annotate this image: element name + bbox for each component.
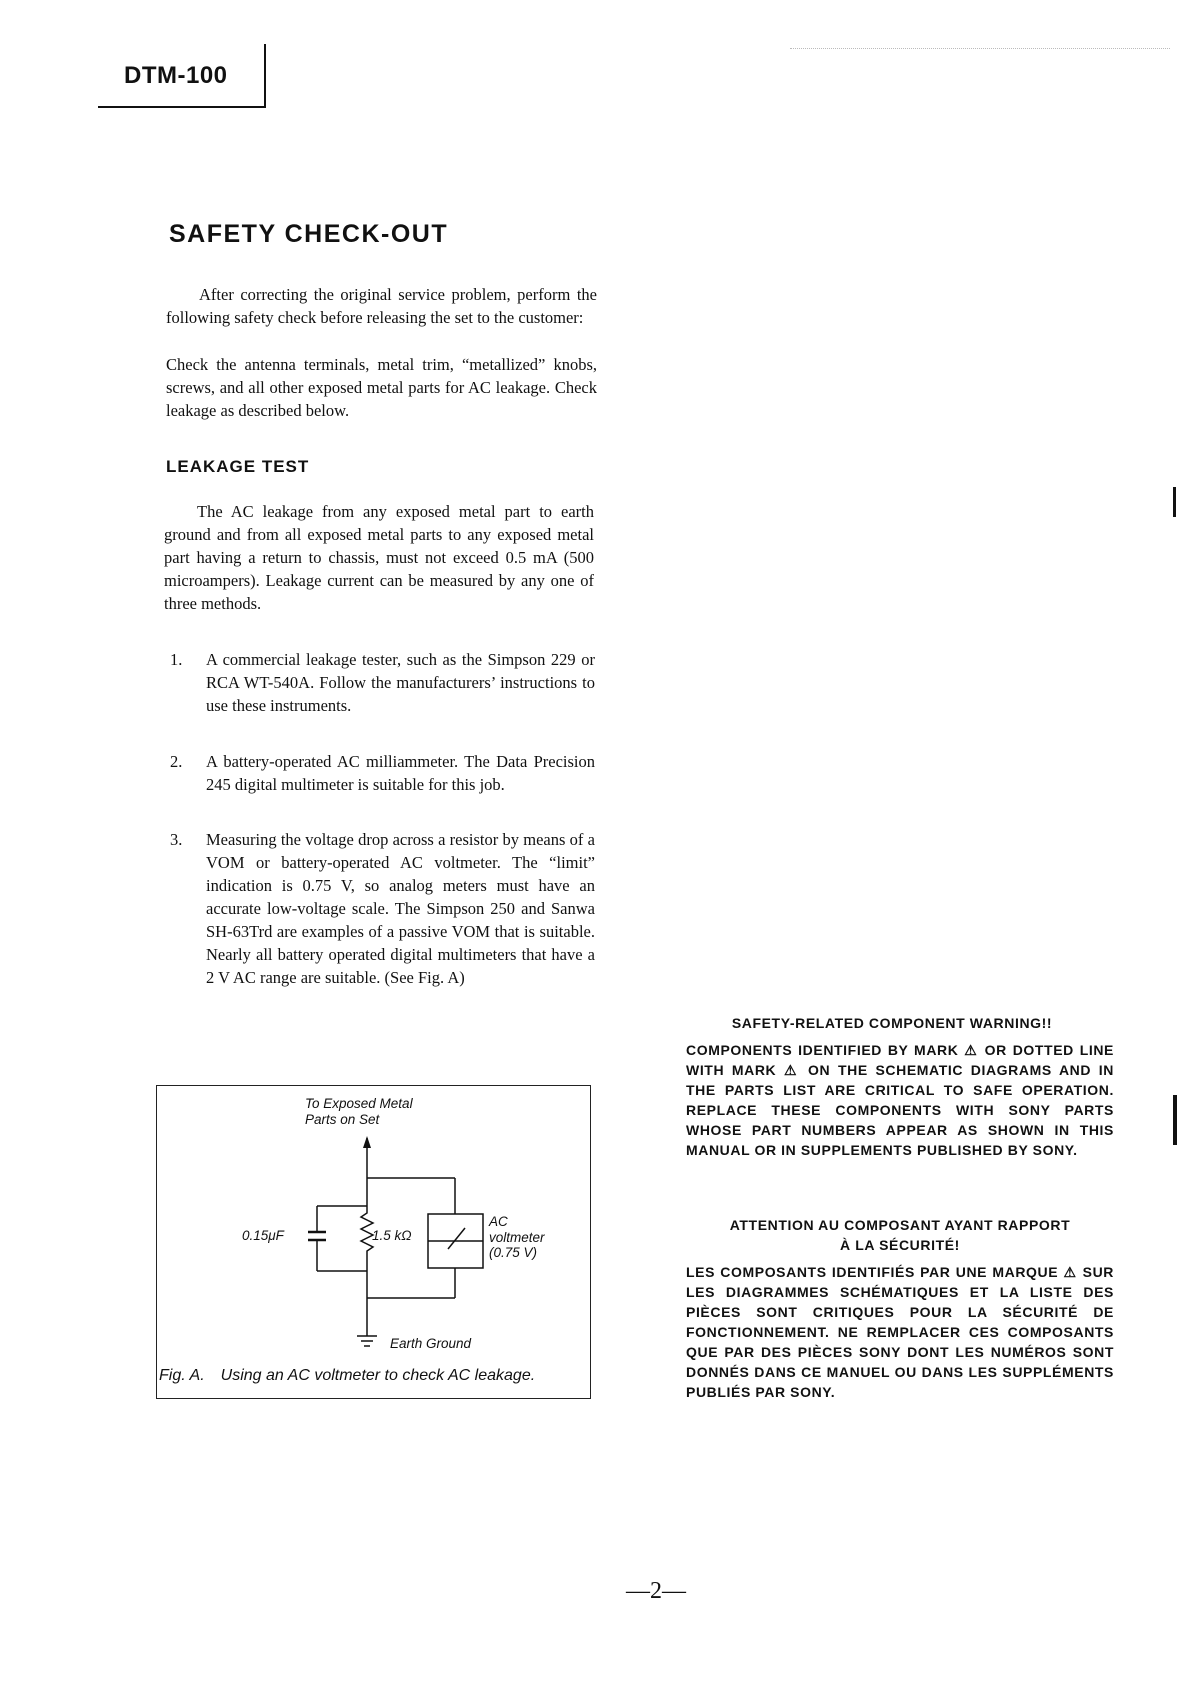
capacitor-label: 0.15μF xyxy=(242,1228,284,1243)
top-label-1: To Exposed Metal xyxy=(305,1096,413,1111)
model-header-box xyxy=(98,44,266,108)
resistor-label: 1.5 kΩ xyxy=(372,1228,412,1243)
probe-arrow xyxy=(363,1136,371,1148)
method-number: 2. xyxy=(170,752,183,771)
method-text: Measuring the voltage drop across a resistor by means of a VOM or battery-operated AC voltmeter. The “limit” indication is 0.75 V, so analog meters must have an accurate low-voltage scale. The Simpson 250 and Sanwa SH-63Trd are examples of a passive VOM that is suitable. Nearly all battery operated digital multimeters that have a 2 V AC range are suitable. (See Fig. A) xyxy=(206,830,595,987)
margin-mark xyxy=(1173,487,1176,517)
meter-label-1: AC xyxy=(489,1214,508,1229)
meter-label-3: (0.75 V) xyxy=(489,1245,538,1260)
intro-paragraph: After correcting the original service problem, perform the following safety check before releasing the set to the customer: xyxy=(166,285,597,327)
section-title: SAFETY CHECK-OUT xyxy=(169,220,449,248)
leakage-intro: The AC leakage from any exposed metal part to earth ground and from all exposed metal parts to any exposed metal part having a return to chassis, must not exceed 0.5 mA (500 microampers). Leakage current can be measured by any one of three methods. xyxy=(164,502,594,613)
method-number: 3. xyxy=(170,830,183,849)
top-label-2: Parts on Set xyxy=(305,1112,380,1127)
model-number: DTM-100 xyxy=(124,62,228,89)
attention-body: LES COMPOSANTS IDENTIFIÉS PAR UNE MARQUE ⚠ SUR LES DIAGRAMMES SCHÉMATIQUES ET LA LISTE DES PIÈCES SONT CRITIQUES POUR LA SÉCURITÉ DE FONCTIONNEMENT. NE REMPLACER CES COMPOSANTS QUE PAR DES PIÈCES SONY DONT LES NUMÉROS SONT DONNÉS DANS CE MANUEL OU DANS LES SUPPLÉMENTS PUBLIÉS PAR SONY. xyxy=(686,1264,1114,1400)
method-number: 1. xyxy=(170,650,183,669)
figure-a xyxy=(156,1085,591,1399)
margin-mark xyxy=(1173,1095,1177,1145)
attention-title xyxy=(686,1215,1114,1255)
warning-title: SAFETY-RELATED COMPONENT WARNING!! xyxy=(731,1015,1053,1031)
scan-artifact-line xyxy=(790,48,1170,49)
method-text: A commercial leakage tester, such as the Simpson 229 or RCA WT-540A. Follow the manufacturers’ instructions to use these instruments. xyxy=(206,650,595,715)
warning-body: COMPONENTS IDENTIFIED BY MARK ⚠ OR DOTTED LINE WITH MARK ⚠ ON THE SCHEMATIC DIAGRAMS AND IN THE PARTS LIST ARE CRITICAL TO SAFE OPERATION. REPLACE THESE COMPONENTS WITH SONY PARTS WHOSE PART NUMBERS APPEAR AS SHOWN IN THIS MANUAL OR IN SUPPLEMENTS PUBLISHED BY SONY. xyxy=(686,1042,1114,1158)
attention-title-line-1: ATTENTION AU COMPOSANT AYANT RAPPORT xyxy=(729,1217,1071,1233)
leakage-test-heading: LEAKAGE TEST xyxy=(166,457,310,476)
figure-caption: Fig. A. Using an AC voltmeter to check AC leakage. xyxy=(159,1367,536,1384)
method-text: A battery-operated AC milliammeter. The Data Precision 245 digital multimeter is suitable for this job. xyxy=(206,752,595,794)
ground-label: Earth Ground xyxy=(390,1336,472,1351)
meter-label-2: voltmeter xyxy=(489,1230,545,1245)
check-instruction: Check the antenna terminals, metal trim, “metallized” knobs, screws, and all other exposed metal parts for AC leakage. Check leakage as described below. xyxy=(166,355,597,420)
voltmeter-needle xyxy=(448,1228,465,1249)
page-number: —2— xyxy=(626,1578,686,1604)
attention-title-line-2: À LA SÉCURITÉ! xyxy=(840,1237,960,1253)
